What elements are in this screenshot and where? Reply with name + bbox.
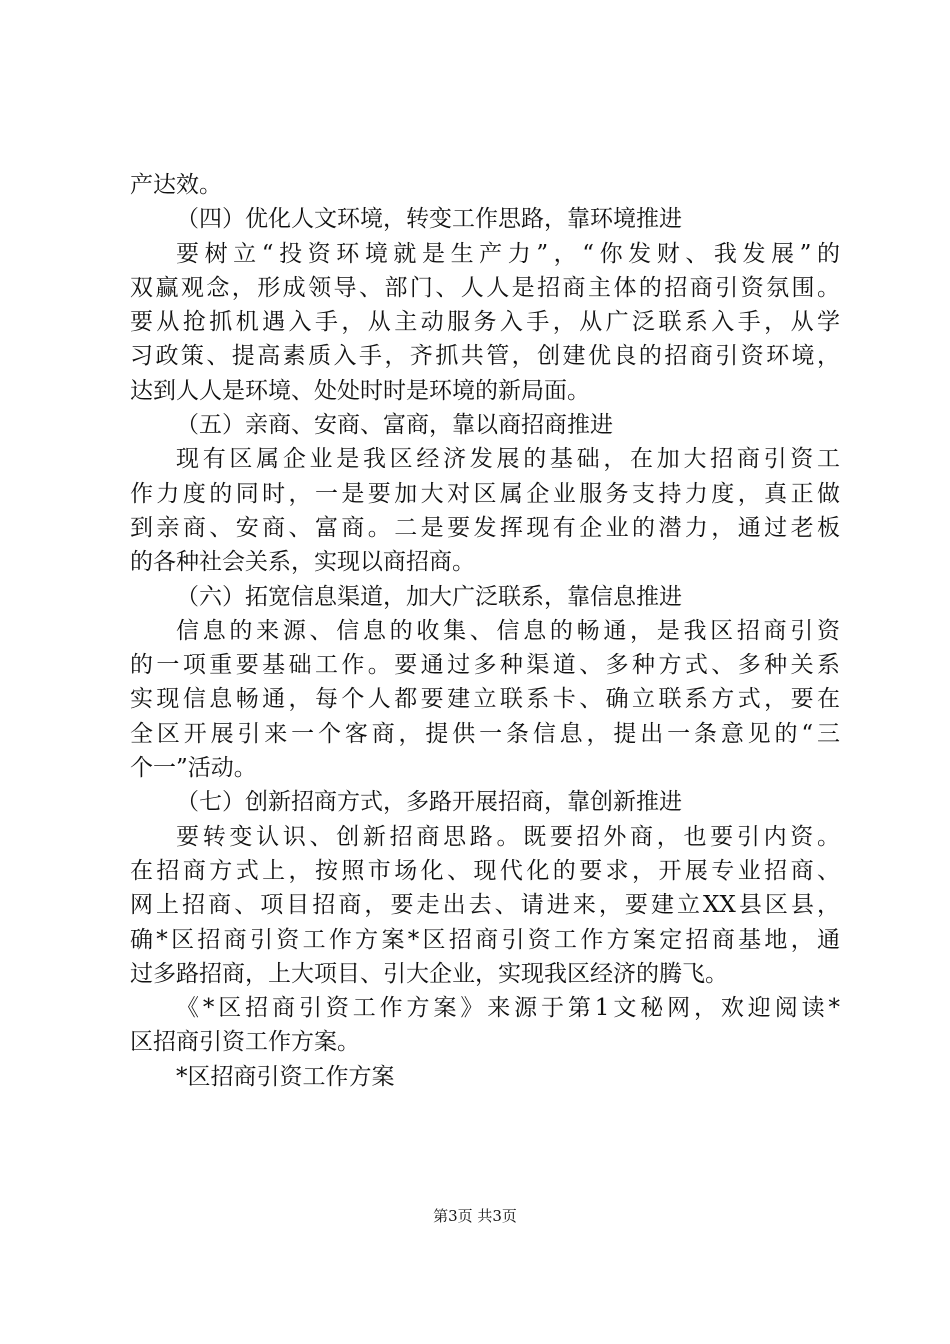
paragraph-line: 要从抢抓机遇入手，从主动服务入手，从广泛联系入手，从学 bbox=[130, 309, 840, 336]
paragraph-line: 实现信息畅通，每个人都要建立联系卡、确立联系方式，要在 bbox=[130, 686, 840, 713]
paragraph-line: 过多路招商，上大项目、引大企业，实现我区经济的腾飞。 bbox=[130, 960, 728, 987]
paragraph-line: 到亲商、安商、富商。二是要发挥现有企业的潜力，通过老板 bbox=[130, 514, 840, 541]
paragraph-line: 达到人人是环境、处处时时是环境的新局面。 bbox=[130, 377, 590, 404]
paragraph-line: 双赢观念，形成领导、部门、人人是招商主体的招商引资氛围。 bbox=[130, 274, 840, 301]
paragraph-line: 全区开展引来一个客商，提供一条信息，提出一条意见的“三 bbox=[130, 720, 840, 747]
paragraph-line: *区招商引资工作方案 bbox=[176, 1063, 395, 1090]
paragraph-line: （六）拓宽信息渠道，加大广泛联系，靠信息推进 bbox=[176, 583, 682, 610]
paragraph-line: 个一”活动。 bbox=[130, 755, 257, 782]
paragraph-line: 《*区招商引资工作方案》来源于第1文秘网，欢迎阅读* bbox=[176, 995, 840, 1022]
paragraph-line: 的各种社会关系，实现以商招商。 bbox=[130, 549, 475, 576]
document-body bbox=[130, 168, 840, 1094]
paragraph-line: 习政策、提高素质入手，齐抓共管，创建优良的招商引资环境， bbox=[130, 343, 840, 370]
paragraph-line: 区招商引资工作方案。 bbox=[130, 1029, 360, 1056]
paragraph-line: （四）优化人文环境，转变工作思路，靠环境推进 bbox=[176, 206, 682, 233]
paragraph-line: （五）亲商、安商、富商，靠以商招商推进 bbox=[176, 412, 613, 439]
paragraph-line: 作力度的同时，一是要加大对区属企业服务支持力度，真正做 bbox=[130, 480, 840, 507]
paragraph-line: 现有区属企业是我区经济发展的基础，在加大招商引资工 bbox=[176, 446, 840, 473]
paragraph-line: 确*区招商引资工作方案*区招商引资工作方案定招商基地，通 bbox=[130, 926, 840, 953]
paragraph-line: 信息的来源、信息的收集、信息的畅通，是我区招商引资 bbox=[176, 617, 840, 644]
paragraph-line: 要转变认识、创新招商思路。既要招外商，也要引内资。 bbox=[176, 823, 840, 850]
paragraph-line: 要树立“投资环境就是生产力”，“你发财、我发展”的 bbox=[176, 240, 840, 267]
paragraph-line: 的一项重要基础工作。要通过多种渠道、多种方式、多种关系 bbox=[130, 652, 840, 679]
page-footer: 第3页 共3页 bbox=[433, 1207, 517, 1225]
paragraph-line: 网上招商、项目招商，要走出去、请进来，要建立XX县区县， bbox=[130, 892, 840, 919]
paragraph-line: 在招商方式上，按照市场化、现代化的要求，开展专业招商、 bbox=[130, 857, 840, 884]
paragraph-line: （七）创新招商方式，多路开展招商，靠创新推进 bbox=[176, 789, 682, 816]
paragraph-line: 产达效。 bbox=[130, 172, 222, 198]
